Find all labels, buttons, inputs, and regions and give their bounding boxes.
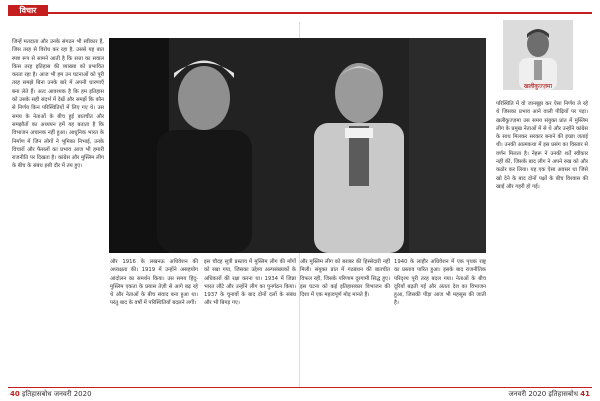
left-page-info xyxy=(10,390,92,399)
text-column-6 xyxy=(496,100,588,386)
right-page-info xyxy=(508,390,590,399)
column-text: इस चौदह सूत्री प्रस्ताव में मुस्लिम लीग की माँगों को रखा गया, जिसका उद्देश्य अल्पसंख्यकों के अधिकारों की रक्षा करना था। 1934 में जिन्ना भारत लौटे और उन्होंने लीग का पुनर्गठन किया। 1937 के चुनावों के बाद दोनों दलों के संबंध और भी बिगड़ गए। xyxy=(204,259,296,307)
column-text: और मुस्लिम लीग को बराबर की हिस्सेदारी नहीं मिली। संयुक्त प्रांत में गठबंधन की बातचीत विफल रही, जिसके परिणाम दूरगामी सिद्ध हुए। इस घटना को कई इतिहासकार विभाजन की दिशा में एक महत्वपूर्ण मोड़ मानते हैं। xyxy=(300,259,390,299)
right-page-number: 41 xyxy=(580,390,590,398)
section-label: विचार xyxy=(8,5,48,16)
left-month: जनवरी 2020 xyxy=(53,390,92,398)
header-rule xyxy=(8,12,592,14)
text-column-3 xyxy=(204,258,296,386)
column-text: परिस्थिति में वो जानबूझ कर ऐसा निर्णय ले रहे थे जिसका प्रभाव आने वाली पीढ़ियों पर पड़ा। खलीकुज्ज़मा उस समय संयुक्त प्रांत में मुस्लिम लीग के प्रमुख नेताओं में से थे और उन्होंने कांग्रेस के साथ मिलकर सरकार बनाने की इच्छा जताई थी। उनकी आत्मकथा में इस प्रसंग का विस्तार से वर्णन मिलता है। नेहरू ने उनकी शर्तें स्वीकार नहीं कीं, जिसके बाद लीग ने अपने रुख को और कठोर कर लिया। यह एक ऐसा अवसर था जिसे खो देने के बाद दोनों पक्षों के बीच विश्वास की खाई और गहरी हो गई। xyxy=(496,101,588,190)
archival-photo xyxy=(109,38,486,253)
text-column-4 xyxy=(300,258,390,386)
page-header xyxy=(0,0,600,20)
right-publication: इतिहासबोध xyxy=(548,390,579,398)
portrait-photo xyxy=(503,20,573,90)
portrait-illustration xyxy=(503,20,573,90)
left-publication: इतिहासबोध xyxy=(21,390,52,398)
text-column-1 xyxy=(12,38,104,386)
right-month: जनवरी 2020 xyxy=(508,390,547,398)
footer-rule xyxy=(8,387,592,388)
column-text: 1940 के लाहौर अधिवेशन में एक पृथक राष्ट्र का प्रस्ताव पारित हुआ। इसके बाद राजनीतिक परिदृश्य पूरी तरह बदल गया। नेताओं के बीच दूरियाँ बढ़ती गईं और अंततः देश का विभाजन हुआ, जिसकी पीड़ा आज भी महसूस की जाती है। xyxy=(394,259,486,307)
column-text: और 1916 के लखनऊ अधिवेशन की अध्यक्षता की। 1919 में उन्होंने असहयोग आंदोलन का समर्थन किया। उस समय हिंदू-मुस्लिम एकता के प्रयास तेज़ी से आगे बढ़ रहे थे और नेताओं के बीच संवाद बना हुआ था। परंतु बाद के वर्षों में परिस्थितियाँ बदलने लगीं। xyxy=(110,259,198,307)
photo-caption: खलीकुज्ज़मा xyxy=(523,83,553,90)
photo-illustration xyxy=(109,38,486,253)
column-text: जिन्हें मतदाता और उनके संगठन भी स्वीकार हैं, जिस तरह से विरोध कर रहा है, उससे यह बात स्पष्ट रूप से सामने आती है कि सत्ता का सवाल किस तरह इतिहास की व्याख्या को प्रभावित करता रहा है। आज भी हम उन घटनाओं को पूरी तरह समझे बिना उनके बारे में अपनी धारणाएँ बना लेते हैं। अतः आवश्यक है कि हम इतिहास को उसके सही संदर्भ में देखें और समझें कि कौन से निर्णय किन परिस्थितियों में लिए गए थे। उस समय के नेताओं के बीच हुई बातचीत और समझौतों का अध्ययन हमें यह बताता है कि विभाजन अचानक नहीं हुआ। आधुनिक भारत के निर्माण में जिन लोगों ने भूमिका निभाई, उनके विचारों और फैसलों का प्रभाव आज भी हमारी राजनीति पर दिखता है। कांग्रेस और मुस्लिम लीग के बीच के संबंध इसी दौर में तय हुए। xyxy=(12,39,104,170)
text-column-2 xyxy=(110,258,198,386)
text-column-5 xyxy=(394,258,486,386)
left-page-number: 40 xyxy=(10,390,20,398)
page-footer xyxy=(0,387,600,401)
